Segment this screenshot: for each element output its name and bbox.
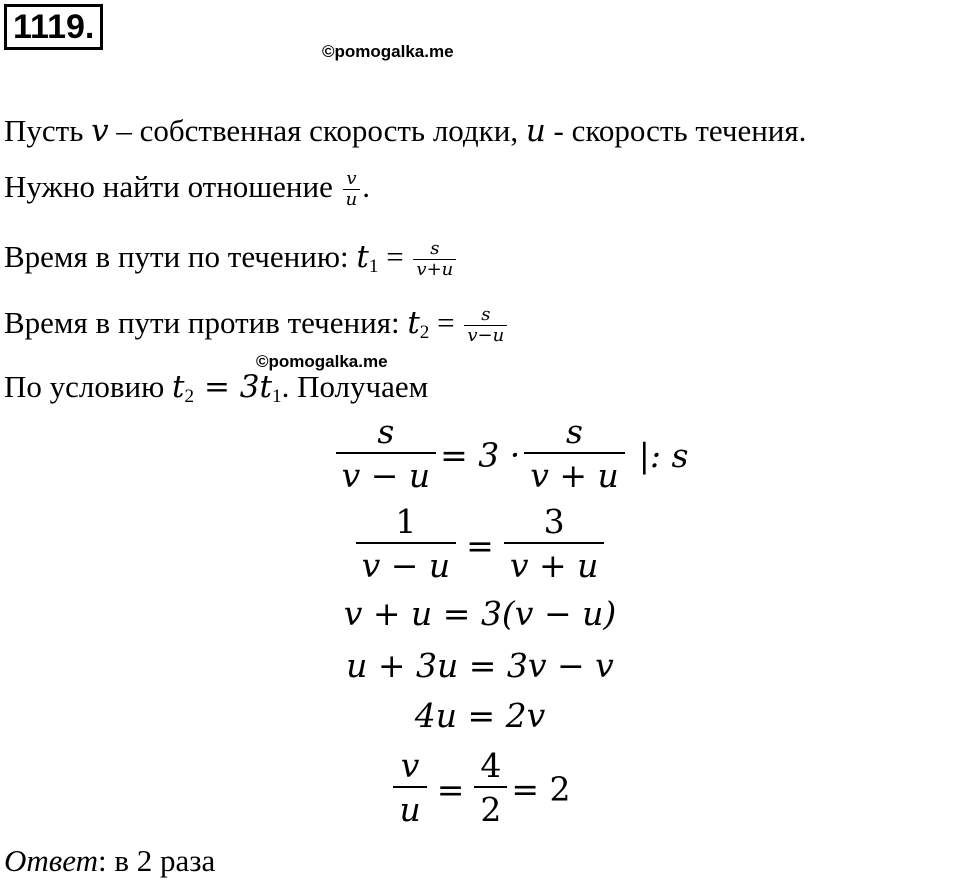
time-downstream-fraction: $\frac{s}{v+u}$ [413, 239, 456, 280]
watermark-middle: ©pomogalka.me [256, 352, 388, 371]
equation-3: v + u = 3(v − u) [343, 594, 617, 633]
answer [4, 842, 215, 880]
equation-1: $\frac{s}{v - u}$ = 3 · $\frac{s}{v + u}$ |: s [0, 412, 960, 498]
answer-text: : в 2 раза [97, 843, 216, 878]
problem-number: 1119. [4, 4, 103, 50]
line-goal: Нужно найти отношение $\frac{v}{u}$ . [4, 168, 370, 211]
equation-6: $\frac{v}{u}$ = $\frac{4}{2}$ = 2 [0, 746, 960, 832]
line-time-upstream: Время в пути против течения: $t_2$ = $\frac{s}{v-u}$ [4, 304, 509, 352]
equation-2: $\frac{1}{v - u}$ = $\frac{3}{v + u}$ [0, 502, 960, 588]
time-upstream-fraction: $\frac{s}{v-u}$ [464, 305, 507, 346]
answer-label: Ответ [4, 843, 98, 878]
equation-4: u + 3u = 3v − v [346, 646, 614, 685]
line-definition: Пусть v – собственная скорость лодки, u - скорость течения. [4, 113, 807, 149]
ratio-fraction: $\frac{v}{u}$ [343, 169, 361, 210]
watermark-top: ©pomogalka.me [322, 42, 454, 61]
line-condition: По условию $t_2 = 3t_1$. Получаем [4, 369, 429, 407]
equation-5: 4u = 2v [414, 696, 546, 735]
line-time-downstream: Время в пути по течению: $t_1$ = $\frac{s}{v+u}$ [4, 238, 458, 286]
